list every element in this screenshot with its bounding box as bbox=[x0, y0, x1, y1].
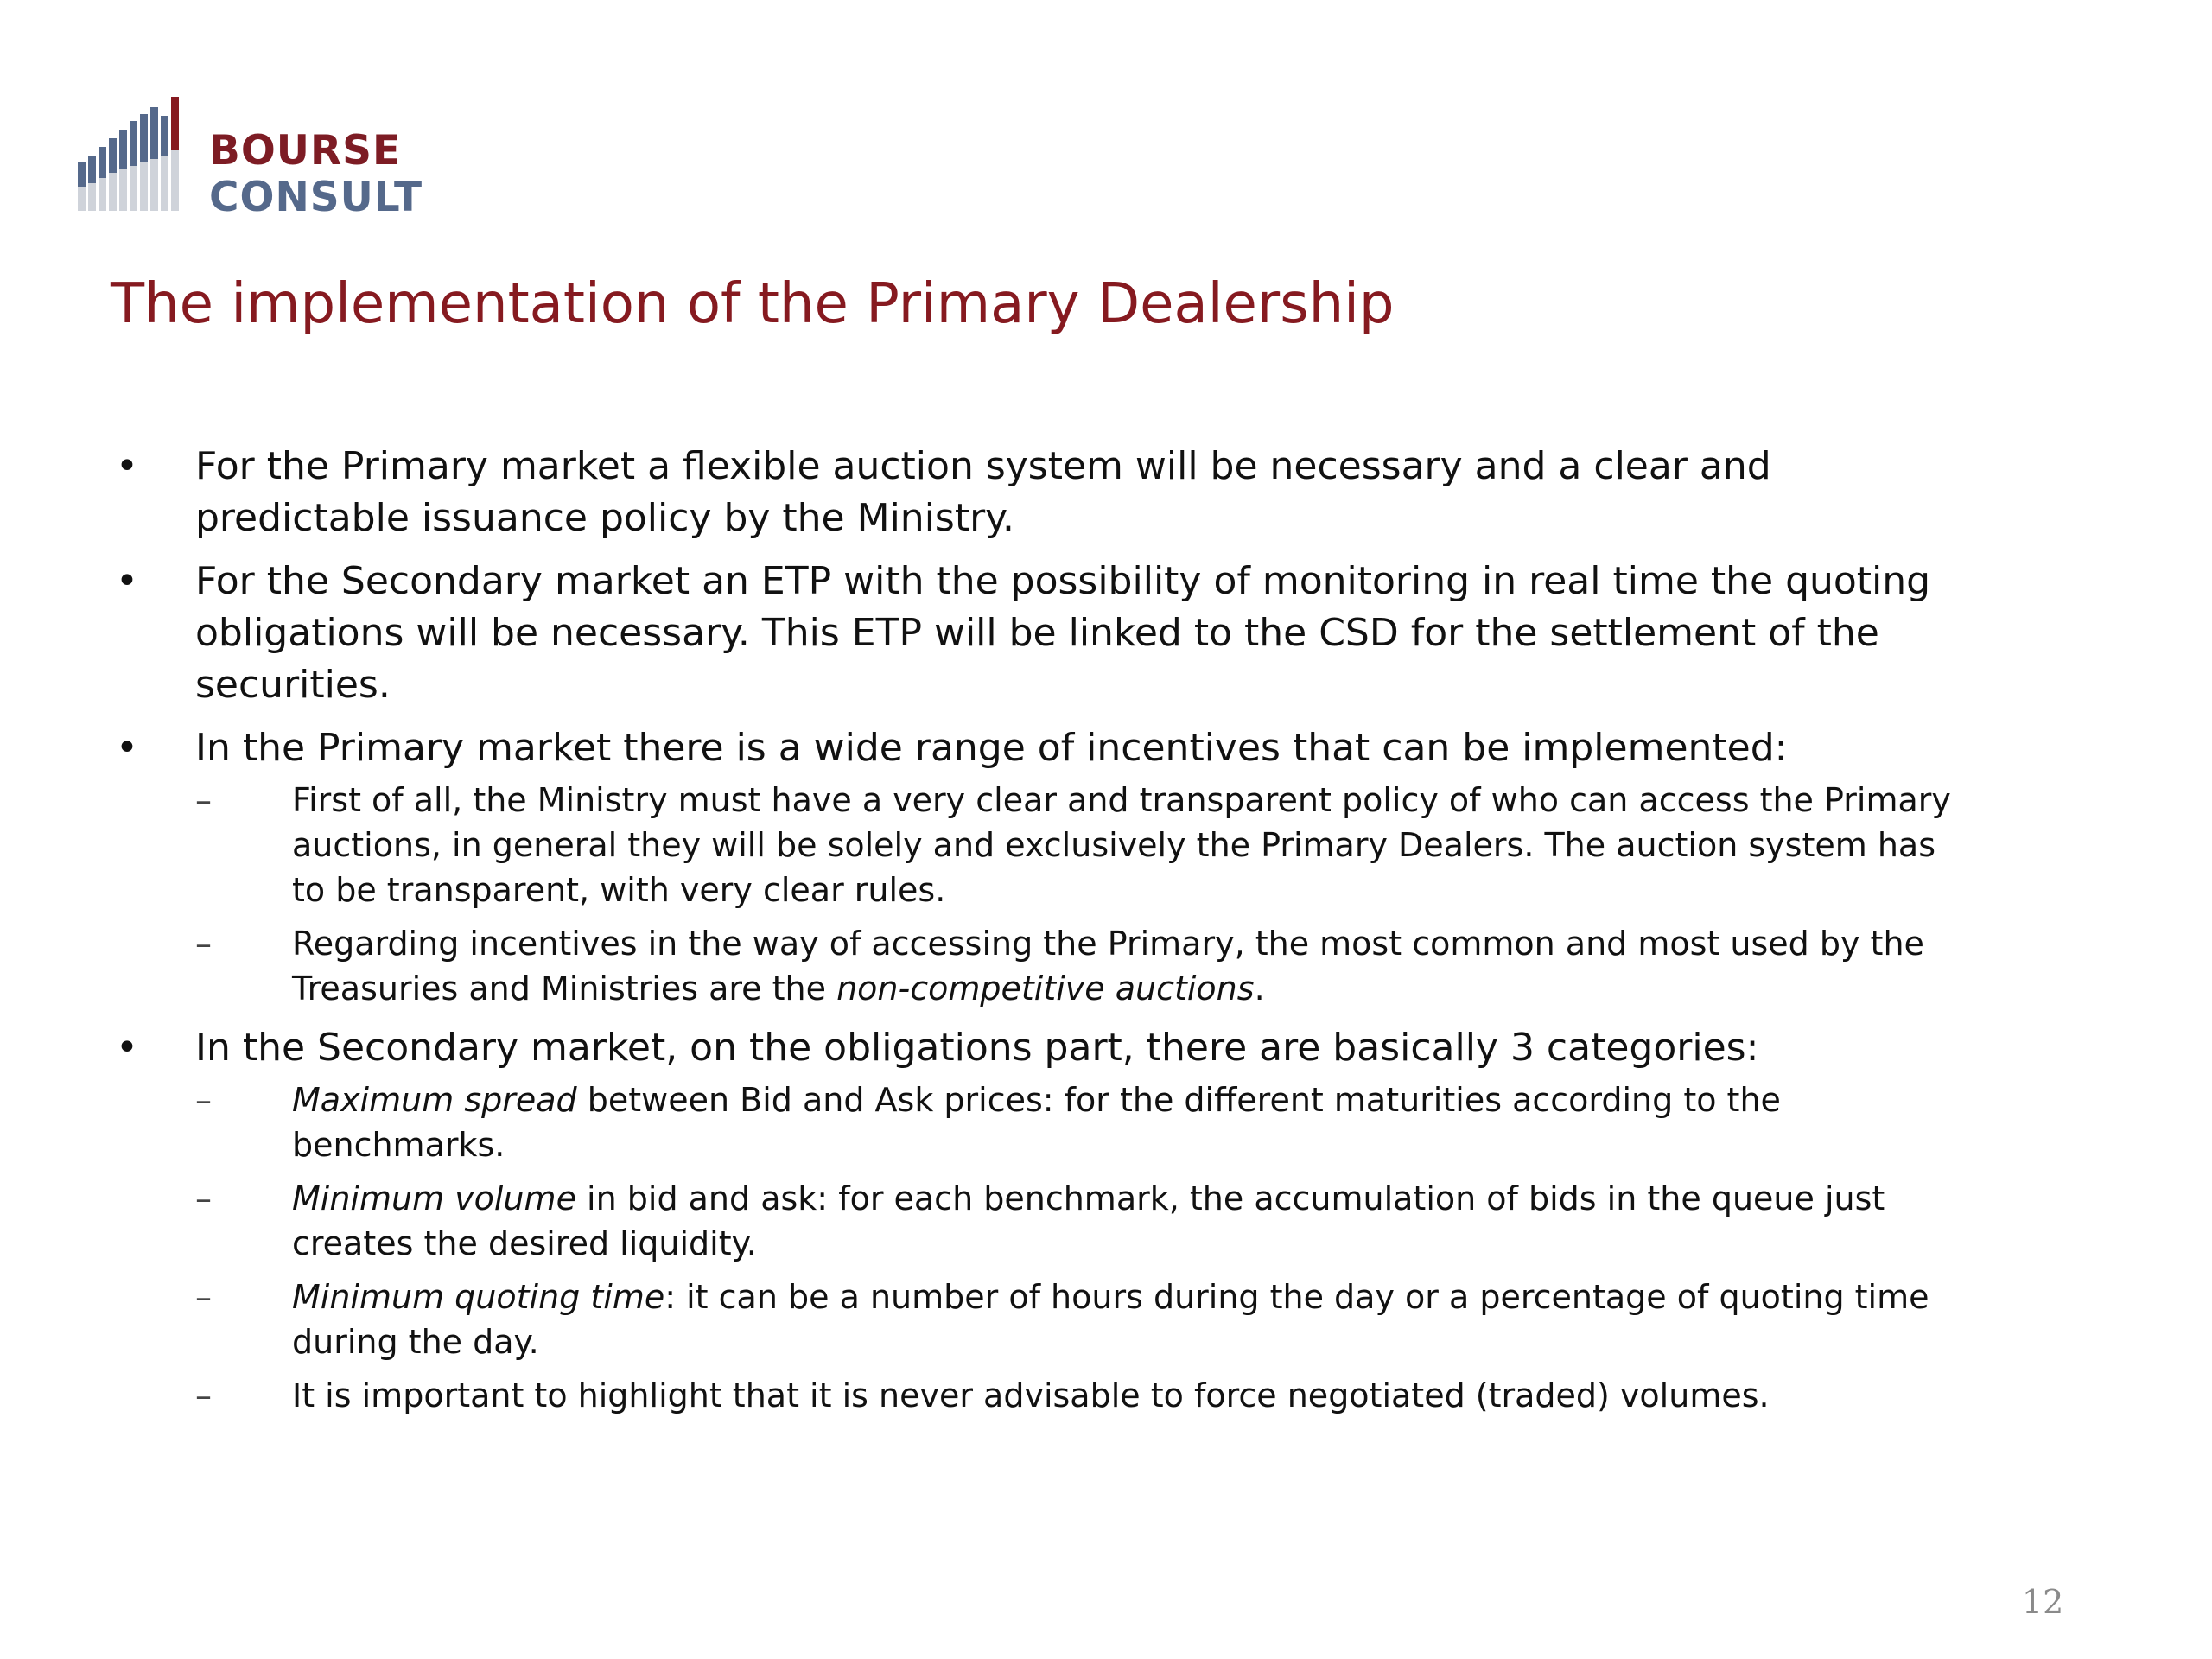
sub-bullet-text: between Bid and Ask prices: for the different maturities according to the benchmarks. bbox=[292, 1081, 1781, 1164]
bullet-list bbox=[111, 441, 1977, 1418]
dash-icon: – bbox=[195, 925, 212, 963]
dash-icon: – bbox=[195, 1278, 212, 1316]
sub-bullet-list bbox=[195, 778, 1977, 1011]
sub-bullet-non-competitive bbox=[195, 921, 1977, 1011]
sub-bullet-minimum-volume bbox=[195, 1176, 1977, 1266]
sub-bullet-traded-volumes bbox=[195, 1373, 1977, 1418]
sub-bullet-maximum-spread bbox=[195, 1077, 1977, 1167]
bullet-dot-icon: • bbox=[116, 726, 138, 770]
bullet-text: In the Primary market there is a wide range of incentives that can be implemented: bbox=[195, 726, 1788, 770]
sub-bullet-minimum-quoting-time bbox=[195, 1274, 1977, 1364]
dash-icon: – bbox=[195, 1179, 212, 1217]
bullet-primary-incentives bbox=[111, 722, 1977, 1011]
bullet-secondary-etp bbox=[111, 556, 1977, 711]
sub-bullet-emphasis: non-competitive auctions bbox=[836, 969, 1255, 1007]
bullet-dot-icon: • bbox=[116, 559, 138, 603]
bourse-consult-logo bbox=[78, 95, 423, 221]
slide-title: The implementation of the Primary Dealership bbox=[111, 272, 1395, 336]
sub-bullet-access-policy bbox=[195, 778, 1977, 912]
slide-content bbox=[111, 441, 1977, 1429]
sub-bullet-list bbox=[195, 1077, 1977, 1418]
sub-bullet-text: It is important to highlight that it is never advisable to force negotiated (traded) volumes. bbox=[292, 1376, 1770, 1414]
sub-bullet-emphasis: Maximum spread bbox=[292, 1081, 577, 1119]
sub-bullet-text: First of all, the Ministry must have a very clear and transparent policy of who can access the Primary auctions, in general they will be solely and exclusively the Primary Dealers. The auction system has to be transparent, with very clear rules. bbox=[292, 781, 1951, 909]
logo-text-consult: CONSULT bbox=[209, 174, 423, 221]
dash-icon: – bbox=[195, 781, 212, 819]
logo-text-bourse: BOURSE bbox=[209, 127, 402, 175]
page-number: 12 bbox=[2022, 1583, 2064, 1621]
logo-bars-icon bbox=[78, 95, 199, 216]
logo-text bbox=[209, 128, 423, 221]
sub-bullet-emphasis: Minimum quoting time bbox=[292, 1278, 665, 1316]
bullet-dot-icon: • bbox=[116, 444, 138, 488]
bullet-primary-auction bbox=[111, 441, 1977, 544]
bullet-text: In the Secondary market, on the obligations part, there are basically 3 categories: bbox=[195, 1026, 1759, 1070]
bullet-dot-icon: • bbox=[116, 1026, 138, 1070]
sub-bullet-text: Regarding incentives in the way of accessing the Primary, the most common and most used by the Treasuries and Ministries are the bbox=[292, 925, 1924, 1007]
sub-bullet-emphasis: Minimum volume bbox=[292, 1179, 576, 1217]
dash-icon: – bbox=[195, 1376, 212, 1414]
dash-icon: – bbox=[195, 1081, 212, 1119]
sub-bullet-end: . bbox=[1254, 969, 1265, 1007]
sub-bullet-text: : it can be a number of hours during the day or a percentage of quoting time during the day. bbox=[292, 1278, 1929, 1361]
sub-bullet-text: in bid and ask: for each benchmark, the accumulation of bids in the queue just creates the desired liquidity. bbox=[292, 1179, 1885, 1262]
bullet-text: For the Secondary market an ETP with the possibility of monitoring in real time the quoting obligations will be necessary. This ETP will be linked to the CSD for the settlement of the securities. bbox=[195, 559, 1931, 707]
bullet-text: For the Primary market a flexible auction system will be necessary and a clear and predictable issuance policy by the Ministry. bbox=[195, 444, 1771, 540]
bullet-secondary-categories bbox=[111, 1022, 1977, 1418]
